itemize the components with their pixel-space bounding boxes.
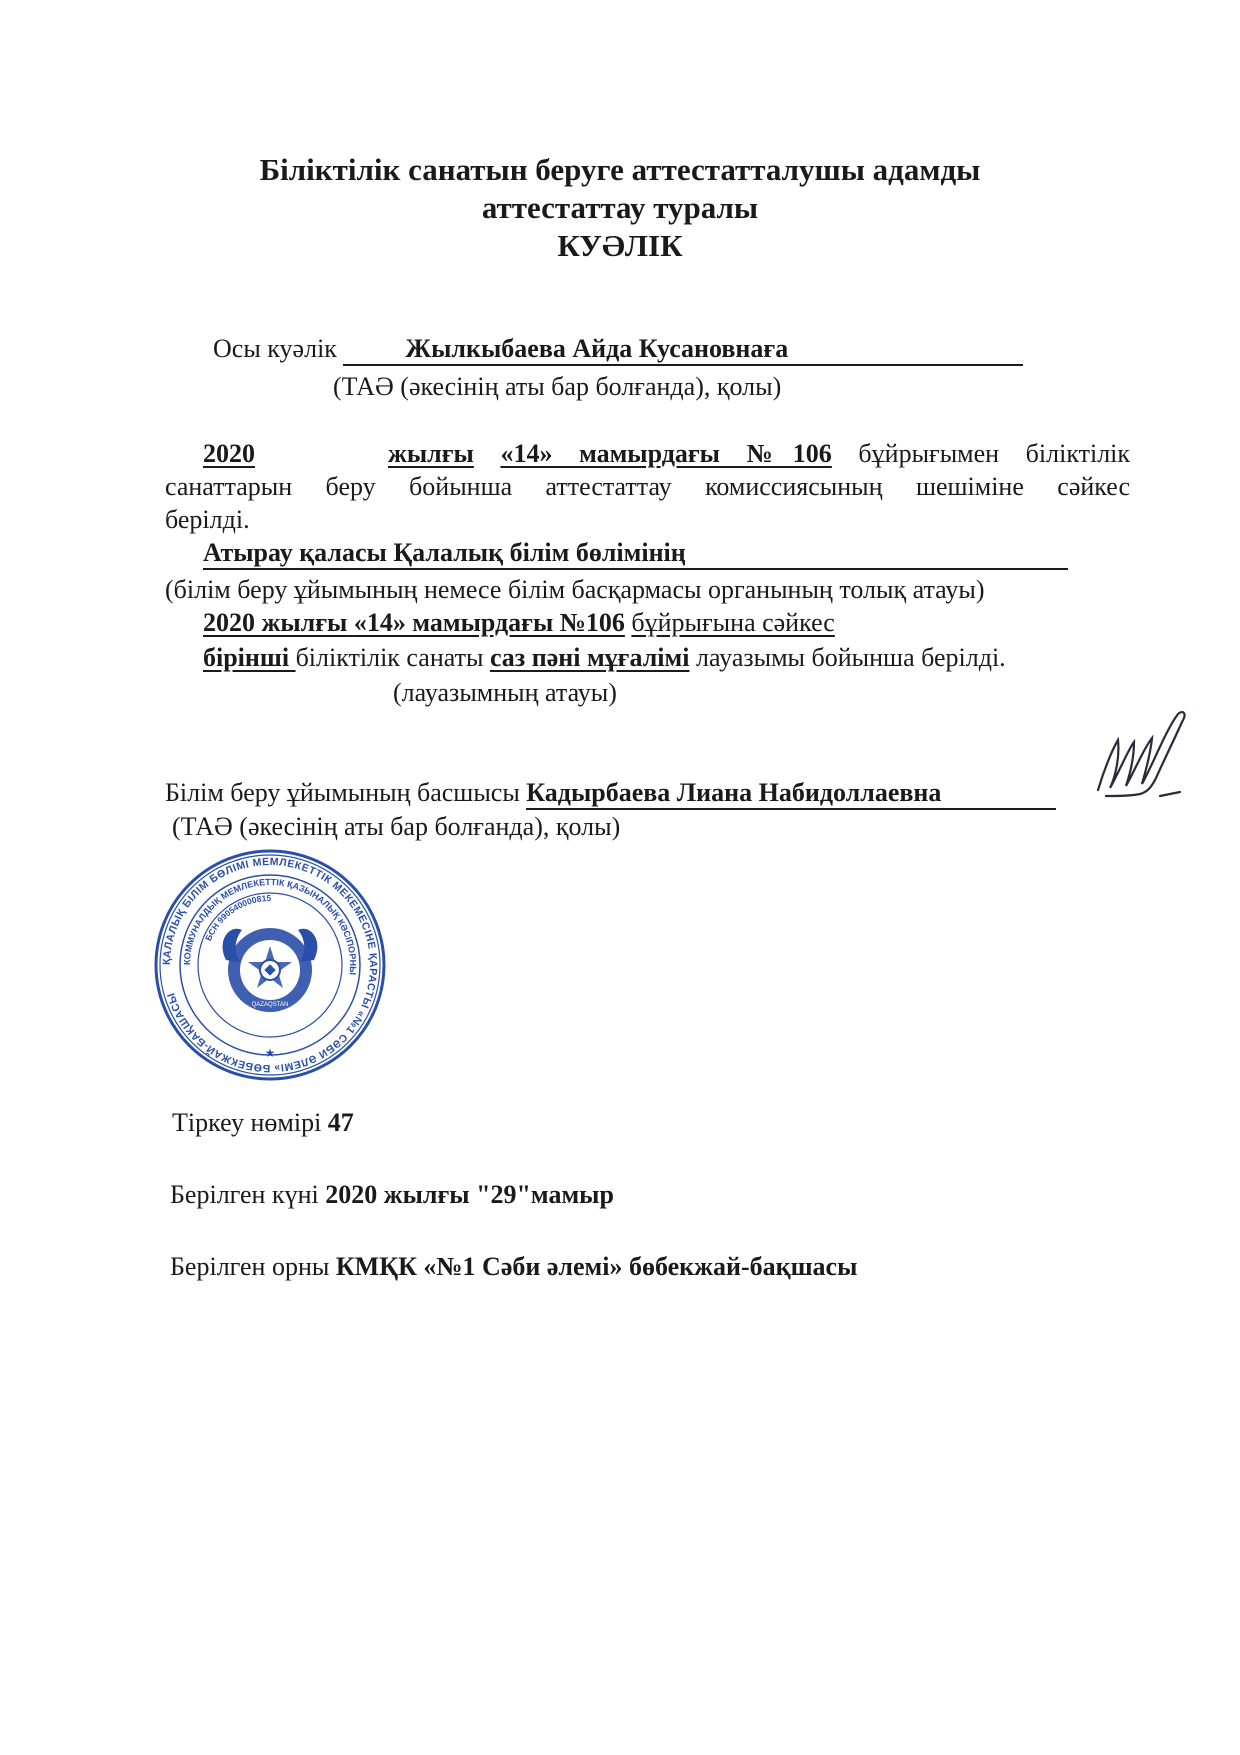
recipient-caption: (ТАӘ (әкесінің аты бар болғанда), қолы) [333,372,782,401]
head-label: Білім беру ұйымының басшысы [165,778,520,807]
svg-text:★: ★ [264,1046,276,1060]
organization-name: Атырау қаласы Қалалық білім бөлімінің [203,538,686,567]
category-caption: (лауазымның атауы) [393,678,617,707]
issued-date-line [170,1180,614,1210]
order2-line [203,608,835,638]
order-year-word: жылғы [388,439,474,468]
title-line-1: Біліктілік санатын беруге аттестатталушы адамды [259,152,981,187]
svg-text:КОММУНАЛДЫҚ МЕМЛЕКЕТТІК ҚАЗЫНА: КОММУНАЛДЫҚ МЕМЛЕКЕТТІК ҚАЗЫНАЛЫҚ КӘСІПОРНЫ [181,876,359,976]
title-line-2: аттестаттау туралы [481,190,759,225]
issued-place-value: КМҚК «№1 Сәби әлемі» бөбекжай-бақшасы [335,1252,858,1281]
head-line [165,778,1056,810]
category-position: саз пәні мұғалімі [489,643,690,672]
category-level: бірінші [203,643,290,672]
registration-number: 47 [327,1108,354,1137]
order2-year: 2020 [203,608,255,637]
order-line1-end: бұйрығымен біліктілік [858,439,1131,468]
svg-text:БСН 990540000815: БСН 990540000815 [203,892,272,943]
order-year: 2020 [203,439,255,468]
issued-date-label: Берілген күні [170,1180,319,1209]
issued-place-line [170,1252,857,1282]
issued-place-label: Берілген орны [170,1252,330,1281]
recipient-prefix: Осы куәлік [213,334,337,363]
order-paragraph [165,437,1130,536]
recipient-line [213,334,1023,366]
category-text-2: лауазымы бойынша берілді. [695,643,1006,672]
registration-line [172,1108,354,1138]
category-text-1: біліктілік санаты [295,643,484,672]
order2-date: «14» мамырдағы №106 [353,608,625,637]
svg-text:QAZAQSTAN: QAZAQSTAN [251,1002,289,1008]
organization-caption: (білім беру ұйымының немесе білім басқармасы органының толық атауы) [165,575,985,604]
head-name: Кадырбаева Лиана Набидоллаевна [526,778,942,807]
organization-line [203,538,1068,570]
recipient-name-field [343,334,1023,366]
issued-date-value: 2020 жылғы "29"мамыр [325,1180,614,1209]
official-stamp-icon [150,845,390,1085]
order-line-1 [165,437,1130,470]
title-certificate: КУӘЛІК [557,228,683,263]
order-line-2: санаттарын беру бойынша аттестаттау комиссиясының шешіміне сәйкес [165,472,1130,501]
order-line-3: берілді. [165,505,250,534]
state-emblem-icon [223,928,318,1012]
recipient-name: Жылкыбаева Айда Кусановнаға [405,334,789,363]
svg-text:ҚАЛАЛЫҚ БІЛІМ БӨЛІМІ МЕМЛЕКЕТТ: ҚАЛАЛЫҚ БІЛІМ БӨЛІМІ МЕМЛЕКЕТТІК МЕКЕМЕСІНЕ ҚАРАСТЫ «№1 СӘБИ ӘЛЕМІ» БӨБЕКЖАЙ-БАҚШАСЫ [160,855,380,1075]
order2-year-word: жылғы [261,608,348,637]
signature-icon [1090,700,1195,810]
registration-label: Тіркеу нөмірі [172,1108,322,1137]
head-name-field [526,778,1056,810]
order-date: «14» мамырдағы №106 [500,439,832,468]
organization-field [203,538,1068,570]
order2-end: бұйрығына сәйкес [631,608,835,637]
head-caption: (ТАӘ (әкесінің аты бар болғанда), қолы) [172,812,621,841]
category-line [203,643,1006,673]
